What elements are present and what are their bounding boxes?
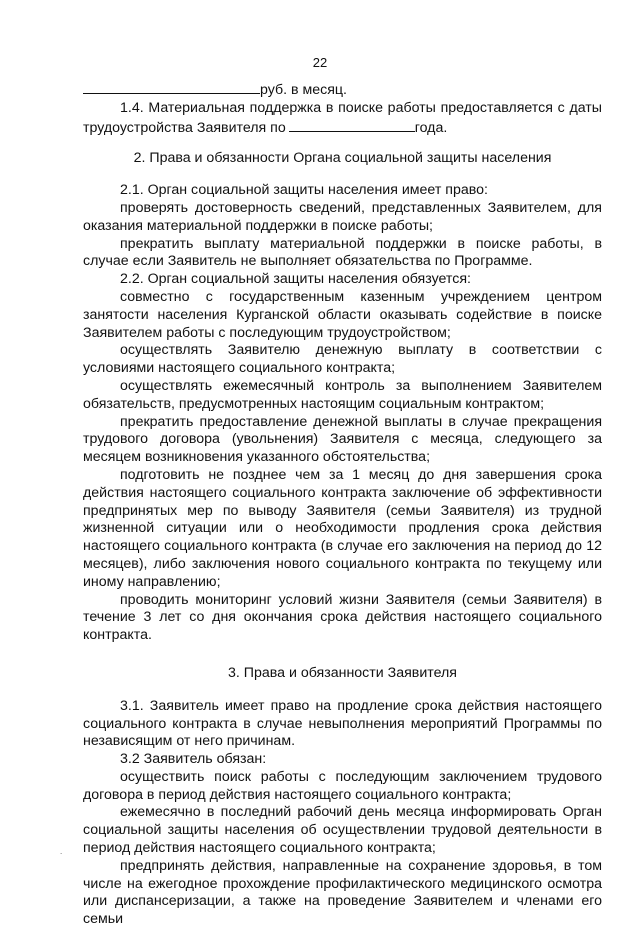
scan-speck: . [60,847,63,856]
blank-line [83,80,260,94]
paragraph: ежемесячно в последний рабочий день месяца информировать Орган социальной защиты населения об осуществлении трудовой деятельности в период действия настоящего социального контракта; [83,804,602,857]
paragraph: осуществлять Заявителю денежную выплату в соответствии с условиями настоящего социального контракта; [83,342,602,377]
paragraph: осуществлять ежемесячный контроль за выполнением Заявителем обязательств, предусмотренных настоящим социальным контрактом; [83,377,602,412]
paragraph-1-4: 1.4. Материальная поддержка в поиске работы предоставляется с даты трудоустройства Заявителя по года. [83,99,602,136]
paragraph: подготовить не позднее чем за 1 месяц до дня завершения срока действия настоящего социального контракта заключение об эффективности предпринятых мер по выводу Заявителя (семьи Заявителя) из трудной жизненной ситуации или о необходимости продления срока действия настоящего социального контракта (в случае его заключения на период до 12 месяцев), либо заключения нового социального контракта по текущему или иному направлению; [83,466,602,590]
paragraph: совместно с государственным казенным учреждением центром занятости населения Курганской области оказывать содействие в поиске Заявителем работы с последующим трудоустройством; [83,288,602,341]
paragraph: предпринять действия, направленные на сохранение здоровья, в том числе на ежегодное прохождение профилактического медицинского осмотра или диспансеризации, а также на проведение Заявителем и членами его семьи [83,857,602,928]
section-3-heading: 3. Права и обязанности Заявителя [228,664,457,681]
salary-line: руб. в месяц. [83,80,602,100]
paragraph: прекратить выплату материальной поддержки в поиске работы, в случае если Заявитель не выполняет обязательства по Программе. [83,235,602,270]
paragraph: 2.2. Орган социальной защиты населения обязуется: [120,271,471,288]
paragraph: прекратить предоставление денежной выплаты в случае прекращения трудового договора (увольнения) Заявителя с месяца, следующего за месяцем возникновения указанного обстоятельства; [83,413,602,466]
paragraph: 3.1. Заявитель имеет право на продление срока действия настоящего социального контракта в случае невыполнения мероприятий Программы по независящим от него причинам. [83,697,602,750]
blank-line [289,118,415,132]
paragraph: 2.1. Орган социальной защиты населения имеет право: [120,182,488,199]
paragraph: 3.2 Заявитель обязан: [120,751,267,768]
document-body [83,80,602,929]
section-2-heading: 2. Права и обязанности Органа социальной защиты населения [133,150,552,167]
paragraph: проводить мониторинг условий жизни Заявителя (семьи Заявителя) в течение 3 лет со дня окончания срока действия настоящего социального контракта. [83,591,602,644]
page-number: 22 [312,55,328,70]
paragraph: осуществить поиск работы с последующим заключением трудового договора в период действия настоящего социального контракта; [83,768,602,803]
paragraph: проверять достоверность сведений, представленных Заявителем, для оказания материальной поддержки в поиске работы; [83,199,602,234]
